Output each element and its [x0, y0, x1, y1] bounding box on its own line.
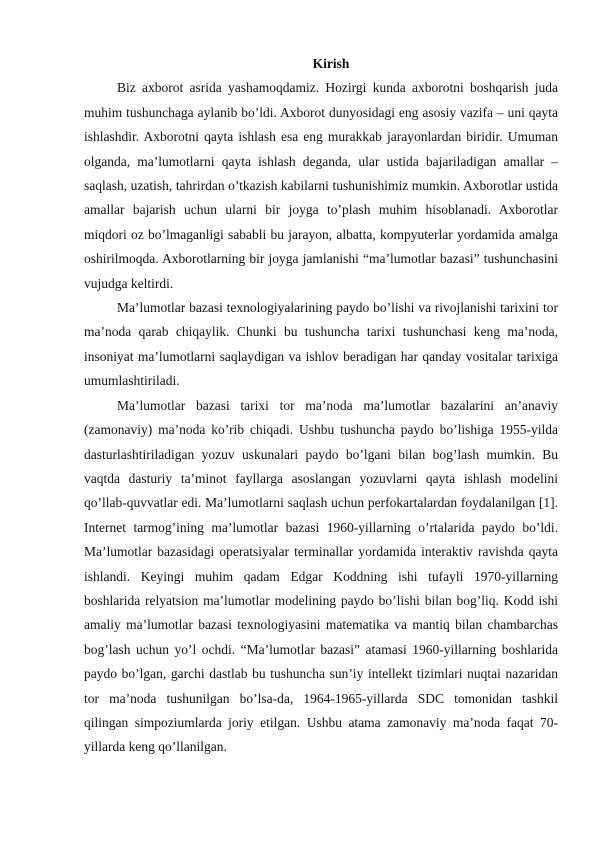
- section-title: Kirish: [312, 56, 350, 71]
- paragraph-history-details: Ma’lumotlar bazasi tarixi tor ma’noda ma’lumotlar bazalarini an’anaviy (zamonaviy) ma’noda ko’rib chiqadi. Ushbu tushuncha paydo bo’lishiga 1955-yilda dasturlashtiriladigan yozuv uskunalari paydo bo’lgani bilan bog’lash mumkin. Bu vaqtda dasturiy ta’minot fayllarga asoslangan yozuvlarni qayta ishlash modelini qo’llab-quvvatlar edi. Ma’lumotlarni saqlash uchun perfokartalardan foydalanilgan [1]. Internet tarmog’ining ma’lumotlar bazasi 1960-yillarning o’rtalarida paydo bo’ldi. Ma’lumotlar bazasidagi operatsiyalar terminallar yordamida interaktiv ravishda qayta ishlandi. Keyingi muhim qadam Edgar Koddning ishi tufayli 1970-yillarning boshlarida relyatsion ma’lumotlar modelining paydo bo’lishi bilan bog’liq. Kodd ishi amaliy ma’lumotlar bazasi texnologiyasini matematika va mantiq bilan chambarchas bog’lash uchun yo’l ochdi. “Ma’lumotlar bazasi” atamasi 1960-yillarning boshlarida paydo bo’lgan, garchi dastlab bu tushuncha sun’iy intellekt tizimlari nuqtai nazaridan tor ma’noda tushunilgan bo’lsa-da, 1964-1965-yillarda SDC tomonidan tashkil qilingan simpoziumlarda joriy etilgan. Ushbu atama zamonaviy ma’noda faqat 70-yillarda keng qo’llanilgan.: [84, 397, 558, 755]
- document-body: [84, 52, 558, 760]
- paragraph-intro: Biz axborot asrida yashamoqdamiz. Hozirgi kunda axborotni boshqarish juda muhim tushunchaga aylanib bo’ldi. Axborot dunyosidagi eng asosiy vazifa – uni qayta ishlashdir. Axborotni qayta ishlash esa eng murakkab jarayonlardan biridir. Umuman olganda, ma’lumotlarni qayta ishlash deganda, ular ustida bajariladigan amallar – saqlash, uzatish, tahrirdan o’tkazish kabilarni tushunishimiz mumkin. Axborotlar ustida amallar bajarish uchun ularni bir joyga to’plash muhim hisoblanadi. Axborotlar miqdori oz bo’lmaganligi sababli bu jarayon, albatta, kompyuterlar yordamida amalga oshirilmoqda. Axborotlarning bir joyga jamlanishi “ma’lumotlar bazasi” tushunchasini vujudga keltirdi.: [84, 80, 558, 291]
- paragraph-history-overview: Ma’lumotlar bazasi texnologiyalarining paydo bo’lishi va rivojlanishi tarixini tor ma’noda qarab chiqaylik. Chunki bu tushuncha tarixi tushunchasi keng ma’noda, insoniyat ma’lumotlarni saqlaydigan va ishlov beradigan har qanday vositalar tarixiga umumlashtiriladi.: [84, 300, 558, 389]
